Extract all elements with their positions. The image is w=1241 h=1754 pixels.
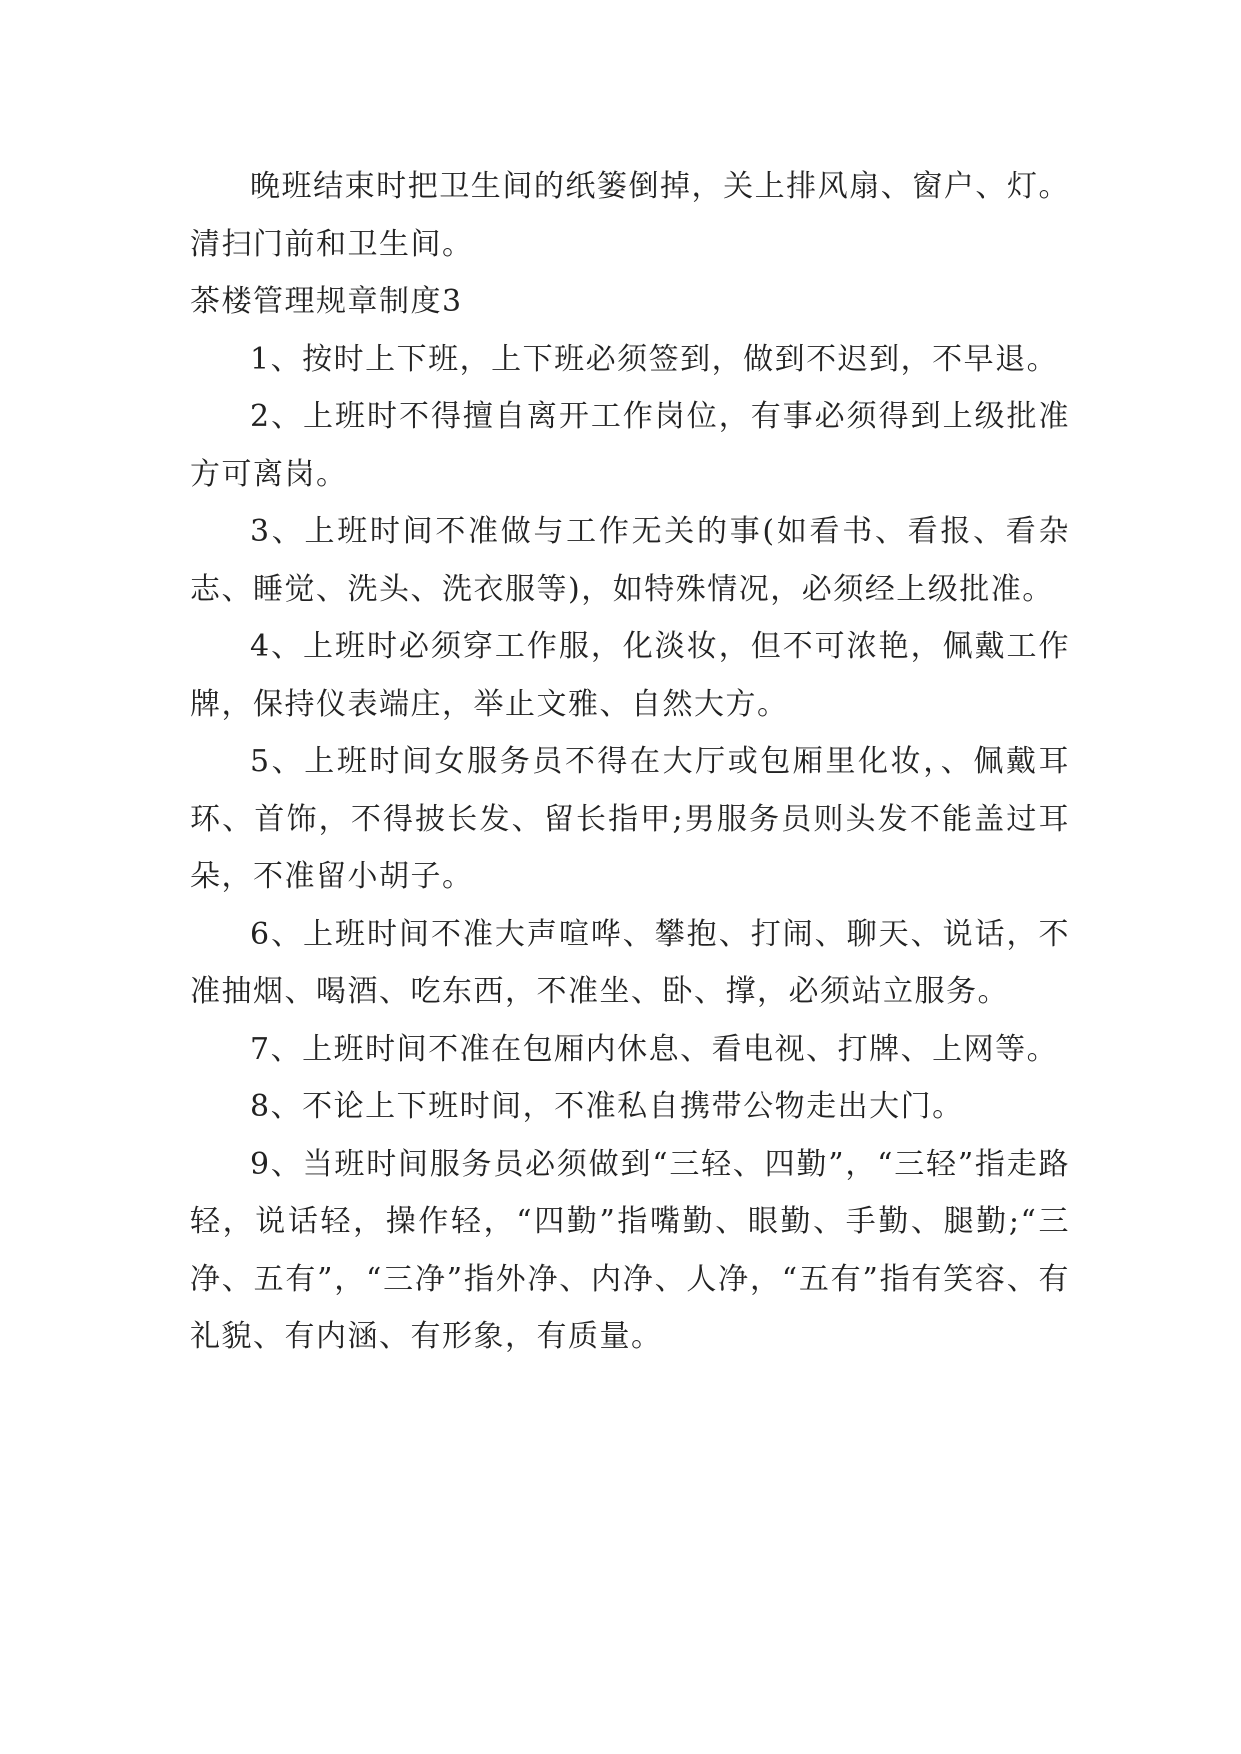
section-title: 茶楼管理规章制度3 xyxy=(190,284,463,319)
rule-paragraph-2: 2、上班时不得擅自离开工作岗位，有事必须得到上级批准方可离岗。 xyxy=(190,399,1070,492)
rule-paragraph-1: 1、按时上下班，上下班必须签到，做到不迟到，不早退。 xyxy=(250,341,1059,377)
document-page xyxy=(190,158,1070,1366)
rule-paragraph-4: 4、上班时必须穿工作服，化淡妆，但不可浓艳，佩戴工作牌，保持仪表端庄，举止文雅、自然大方。 xyxy=(190,629,1070,722)
rule-paragraph-7: 7、上班时间不准在包厢内休息、看电视、打牌、上网等。 xyxy=(250,1031,1059,1067)
rule-paragraph-6: 6、上班时间不准大声喧哗、攀抱、打闹、聊天、说话，不准抽烟、喝酒、吃东西，不准坐、卧、撑，必须站立服务。 xyxy=(190,916,1070,1009)
rule-paragraph-5: 5、上班时间女服务员不得在大厅或包厢里化妆，、佩戴耳环、首饰，不得披长发、留长指甲;男服务员则头发不能盖过耳朵，不准留小胡子。 xyxy=(190,744,1070,894)
rule-paragraph-9: 9、当班时间服务员必须做到“三轻、四勤”，“三轻”指走路轻，说话轻，操作轻，“四勤”指嘴勤、眼勤、手勤、腿勤;“三净、五有”，“三净”指外净、内净、人净，“五有”指有笑容、有礼貌、有内涵、有形象，有质量。 xyxy=(190,1146,1070,1354)
rule-paragraph-8: 8、不论上下班时间，不准私自携带公物走出大门。 xyxy=(250,1089,964,1124)
intro-paragraph: 晚班结束时把卫生间的纸篓倒掉，关上排风扇、窗户、灯。清扫门前和卫生间。 xyxy=(190,169,1070,262)
rule-paragraph-3: 3、上班时间不准做与工作无关的事(如看书、看报、看杂志、睡觉、洗头、洗衣服等)，如特殊情况，必须经上级批准。 xyxy=(190,514,1070,607)
